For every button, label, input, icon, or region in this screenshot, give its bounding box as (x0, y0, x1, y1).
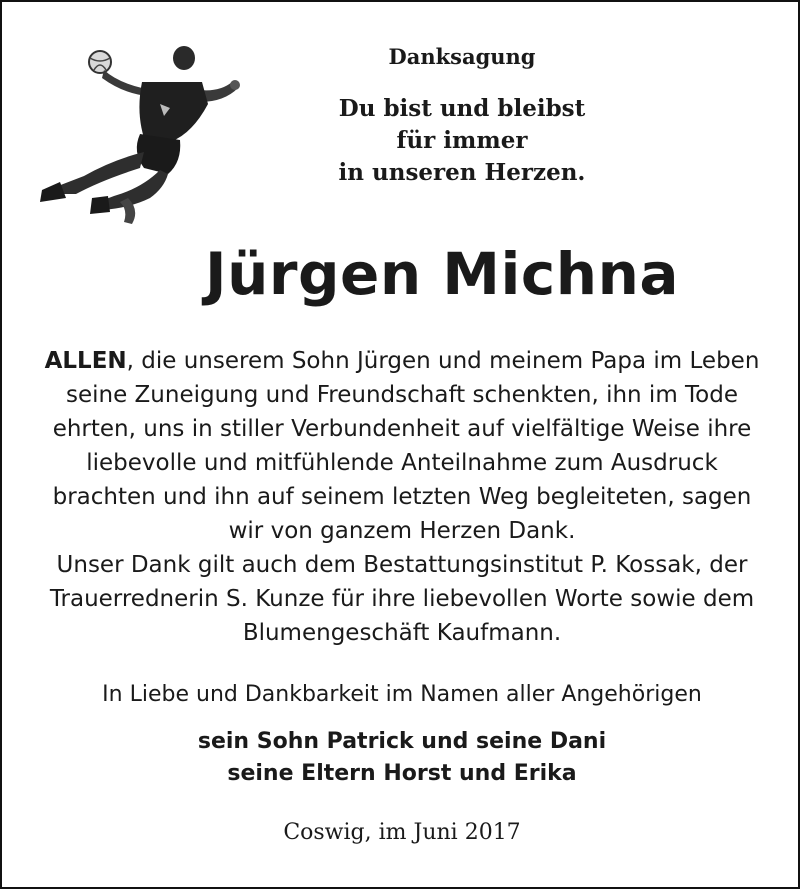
message-line: Unser Dank gilt auch dem Bestattungsinstitut P. Kossak, der (56, 552, 748, 578)
message-line: wir von ganzem Herzen Dank. (228, 518, 576, 544)
signer-line: sein Sohn Patrick und seine Dani (197, 729, 607, 754)
signers-block (2, 726, 800, 790)
message-line: ehrten, uns in stiller Verbundenheit auf vielfältige Weise ihre (52, 416, 752, 442)
quote-line: für immer (396, 127, 528, 154)
thank-you-message (12, 344, 792, 650)
message-lead: ALLEN (44, 348, 127, 374)
deceased-name: Jürgen Michna (204, 240, 679, 308)
message-line: liebevolle und mitfühlende Anteilnahme zum Ausdruck (86, 450, 718, 476)
place-date: Coswig, im Juni 2017 (283, 820, 521, 845)
quote-line: Du bist und bleibst (338, 95, 586, 122)
message-line-rest: , die unserem Sohn Jürgen und meinem Papa im Leben (126, 348, 760, 374)
quote-line: in unseren Herzen. (338, 159, 586, 186)
memorial-quote (302, 93, 622, 189)
message-line: Blumengeschäft Kaufmann. (242, 620, 562, 646)
message-line (12, 344, 792, 378)
message-line: Trauerrednerin S. Kunze für ihre liebevollen Worte sowie dem (49, 586, 755, 612)
handball-player-icon (32, 42, 252, 227)
message-line: seine Zuneigung und Freundschaft schenkten, ihn im Tode (65, 382, 739, 408)
signer-line: seine Eltern Horst und Erika (227, 761, 577, 786)
closing-line: In Liebe und Dankbarkeit im Namen aller Angehörigen (102, 682, 702, 707)
message-line: brachten und ihn auf seinem letzten Weg begleiteten, sagen (52, 484, 752, 510)
header-block (302, 44, 622, 189)
page-title: Danksagung (388, 44, 536, 69)
